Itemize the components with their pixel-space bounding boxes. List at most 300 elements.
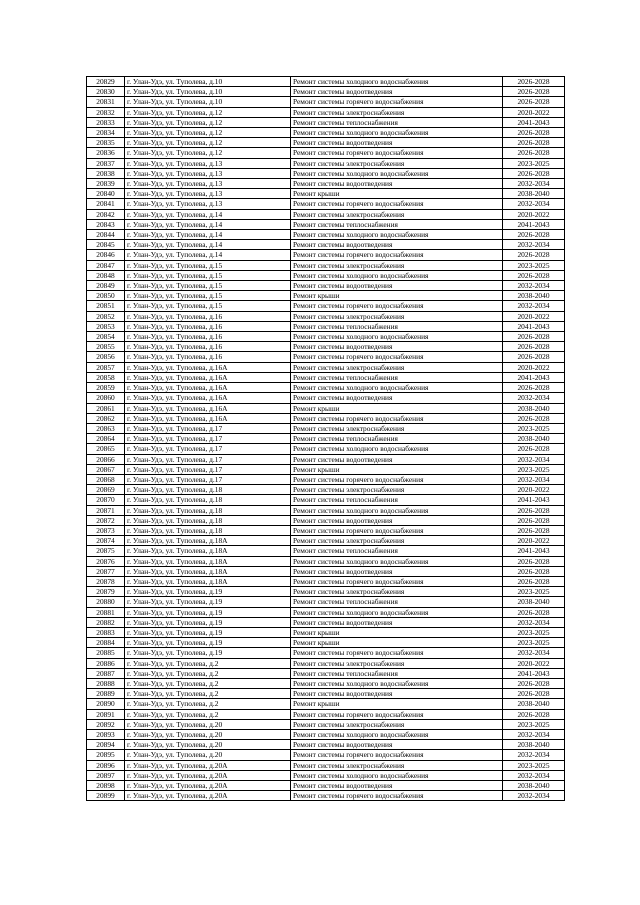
work-type-cell: Ремонт системы горячего водоснабжения xyxy=(291,148,503,158)
work-type-cell: Ремонт системы горячего водоснабжения xyxy=(291,250,503,260)
period-cell: 2026-2028 xyxy=(503,97,565,107)
address-cell: г. Улан-Удэ, ул. Туполева, д.16А xyxy=(125,383,291,393)
row-number-cell: 20853 xyxy=(87,321,125,331)
repair-schedule-table xyxy=(86,76,565,801)
period-cell: 2032-2034 xyxy=(503,730,565,740)
period-cell: 2026-2028 xyxy=(503,332,565,342)
row-number-cell: 20837 xyxy=(87,158,125,168)
work-type-cell: Ремонт системы горячего водоснабжения xyxy=(291,791,503,801)
table-row xyxy=(87,699,565,709)
row-number-cell: 20892 xyxy=(87,719,125,729)
table-row xyxy=(87,301,565,311)
address-cell: г. Улан-Удэ, ул. Туполева, д.18А xyxy=(125,566,291,576)
address-cell: г. Улан-Удэ, ул. Туполева, д.20 xyxy=(125,740,291,750)
table-row xyxy=(87,750,565,760)
table-row xyxy=(87,270,565,280)
work-type-cell: Ремонт системы холодного водоснабжения xyxy=(291,444,503,454)
period-cell: 2026-2028 xyxy=(503,576,565,586)
address-cell: г. Улан-Удэ, ул. Туполева, д.20 xyxy=(125,750,291,760)
row-number-cell: 20890 xyxy=(87,699,125,709)
address-cell: г. Улан-Удэ, ул. Туполева, д.14 xyxy=(125,219,291,229)
row-number-cell: 20865 xyxy=(87,444,125,454)
row-number-cell: 20862 xyxy=(87,413,125,423)
row-number-cell: 20888 xyxy=(87,678,125,688)
address-cell: г. Улан-Удэ, ул. Туполева, д.15 xyxy=(125,260,291,270)
address-cell: г. Улан-Удэ, ул. Туполева, д.16 xyxy=(125,311,291,321)
table-row xyxy=(87,332,565,342)
row-number-cell: 20843 xyxy=(87,219,125,229)
work-type-cell: Ремонт системы водоотведения xyxy=(291,566,503,576)
period-cell: 2038-2040 xyxy=(503,597,565,607)
period-cell: 2032-2034 xyxy=(503,240,565,250)
row-number-cell: 20877 xyxy=(87,566,125,576)
table-row xyxy=(87,760,565,770)
address-cell: г. Улан-Удэ, ул. Туполева, д.17 xyxy=(125,454,291,464)
period-cell: 2026-2028 xyxy=(503,128,565,138)
work-type-cell: Ремонт системы холодного водоснабжения xyxy=(291,678,503,688)
period-cell: 2026-2028 xyxy=(503,138,565,148)
address-cell: г. Улан-Удэ, ул. Туполева, д.18 xyxy=(125,485,291,495)
table-row xyxy=(87,250,565,260)
period-cell: 2032-2034 xyxy=(503,750,565,760)
period-cell: 2041-2043 xyxy=(503,546,565,556)
address-cell: г. Улан-Удэ, ул. Туполева, д.19 xyxy=(125,648,291,658)
work-type-cell: Ремонт системы водоотведения xyxy=(291,617,503,627)
address-cell: г. Улан-Удэ, ул. Туполева, д.19 xyxy=(125,607,291,617)
period-cell: 2020-2022 xyxy=(503,658,565,668)
table-row xyxy=(87,587,565,597)
row-number-cell: 20891 xyxy=(87,709,125,719)
table-row xyxy=(87,678,565,688)
table-row xyxy=(87,342,565,352)
work-type-cell: Ремонт системы водоотведения xyxy=(291,781,503,791)
row-number-cell: 20849 xyxy=(87,281,125,291)
table-row xyxy=(87,352,565,362)
period-cell: 2041-2043 xyxy=(503,117,565,127)
work-type-cell: Ремонт системы горячего водоснабжения xyxy=(291,352,503,362)
period-cell: 2032-2034 xyxy=(503,617,565,627)
work-type-cell: Ремонт системы горячего водоснабжения xyxy=(291,413,503,423)
row-number-cell: 20855 xyxy=(87,342,125,352)
table-body xyxy=(87,77,565,801)
address-cell: г. Улан-Удэ, ул. Туполева, д.13 xyxy=(125,179,291,189)
work-type-cell: Ремонт системы горячего водоснабжения xyxy=(291,648,503,658)
row-number-cell: 20836 xyxy=(87,148,125,158)
period-cell: 2038-2040 xyxy=(503,291,565,301)
work-type-cell: Ремонт системы электроснабжения xyxy=(291,719,503,729)
row-number-cell: 20831 xyxy=(87,97,125,107)
row-number-cell: 20841 xyxy=(87,199,125,209)
table-row xyxy=(87,209,565,219)
address-cell: г. Улан-Удэ, ул. Туполева, д.18А xyxy=(125,576,291,586)
address-cell: г. Улан-Удэ, ул. Туполева, д.15 xyxy=(125,281,291,291)
table-row xyxy=(87,627,565,637)
table-row xyxy=(87,321,565,331)
table-row xyxy=(87,260,565,270)
table-row xyxy=(87,474,565,484)
address-cell: г. Улан-Удэ, ул. Туполева, д.12 xyxy=(125,138,291,148)
row-number-cell: 20840 xyxy=(87,189,125,199)
row-number-cell: 20889 xyxy=(87,689,125,699)
address-cell: г. Улан-Удэ, ул. Туполева, д.18 xyxy=(125,495,291,505)
address-cell: г. Улан-Удэ, ул. Туполева, д.14 xyxy=(125,230,291,240)
period-cell: 2038-2040 xyxy=(503,434,565,444)
table-row xyxy=(87,393,565,403)
period-cell: 2026-2028 xyxy=(503,607,565,617)
period-cell: 2023-2025 xyxy=(503,423,565,433)
table-row xyxy=(87,597,565,607)
period-cell: 2038-2040 xyxy=(503,699,565,709)
row-number-cell: 20858 xyxy=(87,372,125,382)
work-type-cell: Ремонт системы холодного водоснабжения xyxy=(291,607,503,617)
row-number-cell: 20845 xyxy=(87,240,125,250)
table-row xyxy=(87,515,565,525)
work-type-cell: Ремонт системы горячего водоснабжения xyxy=(291,576,503,586)
work-type-cell: Ремонт системы электроснабжения xyxy=(291,107,503,117)
table-row xyxy=(87,219,565,229)
row-number-cell: 20867 xyxy=(87,464,125,474)
row-number-cell: 20856 xyxy=(87,352,125,362)
row-number-cell: 20869 xyxy=(87,485,125,495)
table-row xyxy=(87,454,565,464)
period-cell: 2020-2022 xyxy=(503,536,565,546)
row-number-cell: 20868 xyxy=(87,474,125,484)
address-cell: г. Улан-Удэ, ул. Туполева, д.17 xyxy=(125,464,291,474)
table-row xyxy=(87,168,565,178)
row-number-cell: 20857 xyxy=(87,362,125,372)
address-cell: г. Улан-Удэ, ул. Туполева, д.17 xyxy=(125,474,291,484)
row-number-cell: 20874 xyxy=(87,536,125,546)
table-row xyxy=(87,740,565,750)
work-type-cell: Ремонт системы холодного водоснабжения xyxy=(291,270,503,280)
table-row xyxy=(87,668,565,678)
period-cell: 2026-2028 xyxy=(503,709,565,719)
address-cell: г. Улан-Удэ, ул. Туполева, д.10 xyxy=(125,77,291,87)
period-cell: 2023-2025 xyxy=(503,158,565,168)
address-cell: г. Улан-Удэ, ул. Туполева, д.18 xyxy=(125,505,291,515)
row-number-cell: 20898 xyxy=(87,781,125,791)
row-number-cell: 20839 xyxy=(87,179,125,189)
address-cell: г. Улан-Удэ, ул. Туполева, д.16 xyxy=(125,332,291,342)
period-cell: 2023-2025 xyxy=(503,638,565,648)
period-cell: 2023-2025 xyxy=(503,760,565,770)
row-number-cell: 20886 xyxy=(87,658,125,668)
period-cell: 2020-2022 xyxy=(503,209,565,219)
row-number-cell: 20894 xyxy=(87,740,125,750)
period-cell: 2026-2028 xyxy=(503,556,565,566)
work-type-cell: Ремонт системы теплоснабжения xyxy=(291,668,503,678)
row-number-cell: 20835 xyxy=(87,138,125,148)
table-row xyxy=(87,617,565,627)
period-cell: 2026-2028 xyxy=(503,505,565,515)
address-cell: г. Улан-Удэ, ул. Туполева, д.13 xyxy=(125,168,291,178)
table-row xyxy=(87,709,565,719)
work-type-cell: Ремонт системы горячего водоснабжения xyxy=(291,199,503,209)
row-number-cell: 20870 xyxy=(87,495,125,505)
address-cell: г. Улан-Удэ, ул. Туполева, д.14 xyxy=(125,250,291,260)
table-row xyxy=(87,689,565,699)
row-number-cell: 20850 xyxy=(87,291,125,301)
work-type-cell: Ремонт крыши xyxy=(291,403,503,413)
address-cell: г. Улан-Удэ, ул. Туполева, д.13 xyxy=(125,189,291,199)
work-type-cell: Ремонт системы электроснабжения xyxy=(291,260,503,270)
row-number-cell: 20875 xyxy=(87,546,125,556)
period-cell: 2032-2034 xyxy=(503,648,565,658)
address-cell: г. Улан-Удэ, ул. Туполева, д.16 xyxy=(125,342,291,352)
work-type-cell: Ремонт системы холодного водоснабжения xyxy=(291,128,503,138)
row-number-cell: 20895 xyxy=(87,750,125,760)
table-row xyxy=(87,138,565,148)
work-type-cell: Ремонт системы водоотведения xyxy=(291,342,503,352)
address-cell: г. Улан-Удэ, ул. Туполева, д.15 xyxy=(125,270,291,280)
period-cell: 2026-2028 xyxy=(503,566,565,576)
table-row xyxy=(87,158,565,168)
period-cell: 2026-2028 xyxy=(503,342,565,352)
table-row xyxy=(87,464,565,474)
period-cell: 2032-2034 xyxy=(503,301,565,311)
table-row xyxy=(87,128,565,138)
period-cell: 2026-2028 xyxy=(503,87,565,97)
work-type-cell: Ремонт системы холодного водоснабжения xyxy=(291,168,503,178)
work-type-cell: Ремонт системы теплоснабжения xyxy=(291,597,503,607)
period-cell: 2023-2025 xyxy=(503,627,565,637)
row-number-cell: 20838 xyxy=(87,168,125,178)
row-number-cell: 20883 xyxy=(87,627,125,637)
table-row xyxy=(87,546,565,556)
address-cell: г. Улан-Удэ, ул. Туполева, д.12 xyxy=(125,128,291,138)
table-row xyxy=(87,781,565,791)
address-cell: г. Улан-Удэ, ул. Туполева, д.16А xyxy=(125,372,291,382)
table-row xyxy=(87,423,565,433)
work-type-cell: Ремонт системы электроснабжения xyxy=(291,760,503,770)
work-type-cell: Ремонт системы горячего водоснабжения xyxy=(291,525,503,535)
work-type-cell: Ремонт системы электроснабжения xyxy=(291,485,503,495)
work-type-cell: Ремонт системы теплоснабжения xyxy=(291,321,503,331)
table-row xyxy=(87,413,565,423)
row-number-cell: 20842 xyxy=(87,209,125,219)
period-cell: 2032-2034 xyxy=(503,281,565,291)
period-cell: 2032-2034 xyxy=(503,474,565,484)
work-type-cell: Ремонт системы холодного водоснабжения xyxy=(291,332,503,342)
work-type-cell: Ремонт системы теплоснабжения xyxy=(291,117,503,127)
table-row xyxy=(87,291,565,301)
address-cell: г. Улан-Удэ, ул. Туполева, д.13 xyxy=(125,158,291,168)
table-row xyxy=(87,576,565,586)
work-type-cell: Ремонт системы водоотведения xyxy=(291,454,503,464)
period-cell: 2038-2040 xyxy=(503,740,565,750)
period-cell: 2026-2028 xyxy=(503,148,565,158)
table-row xyxy=(87,230,565,240)
table-row xyxy=(87,770,565,780)
period-cell: 2041-2043 xyxy=(503,321,565,331)
period-cell: 2020-2022 xyxy=(503,485,565,495)
work-type-cell: Ремонт системы холодного водоснабжения xyxy=(291,730,503,740)
table-row xyxy=(87,372,565,382)
work-type-cell: Ремонт системы электроснабжения xyxy=(291,536,503,546)
address-cell: г. Улан-Удэ, ул. Туполева, д.18 xyxy=(125,525,291,535)
address-cell: г. Улан-Удэ, ул. Туполева, д.12 xyxy=(125,117,291,127)
address-cell: г. Улан-Удэ, ул. Туполева, д.18А xyxy=(125,536,291,546)
table-row xyxy=(87,362,565,372)
table-row xyxy=(87,189,565,199)
period-cell: 2038-2040 xyxy=(503,403,565,413)
work-type-cell: Ремонт системы холодного водоснабжения xyxy=(291,230,503,240)
period-cell: 2026-2028 xyxy=(503,413,565,423)
table-row xyxy=(87,525,565,535)
table-row xyxy=(87,107,565,117)
row-number-cell: 20832 xyxy=(87,107,125,117)
work-type-cell: Ремонт системы холодного водоснабжения xyxy=(291,770,503,780)
address-cell: г. Улан-Удэ, ул. Туполева, д.16А xyxy=(125,413,291,423)
row-number-cell: 20880 xyxy=(87,597,125,607)
work-type-cell: Ремонт крыши xyxy=(291,627,503,637)
table-row xyxy=(87,434,565,444)
work-type-cell: Ремонт системы электроснабжения xyxy=(291,311,503,321)
row-number-cell: 20866 xyxy=(87,454,125,464)
row-number-cell: 20846 xyxy=(87,250,125,260)
table-row xyxy=(87,77,565,87)
row-number-cell: 20851 xyxy=(87,301,125,311)
period-cell: 2023-2025 xyxy=(503,260,565,270)
address-cell: г. Улан-Удэ, ул. Туполева, д.10 xyxy=(125,87,291,97)
address-cell: г. Улан-Удэ, ул. Туполева, д.20 xyxy=(125,719,291,729)
period-cell: 2026-2028 xyxy=(503,250,565,260)
address-cell: г. Улан-Удэ, ул. Туполева, д.2 xyxy=(125,699,291,709)
address-cell: г. Улан-Удэ, ул. Туполева, д.17 xyxy=(125,444,291,454)
work-type-cell: Ремонт системы водоотведения xyxy=(291,515,503,525)
row-number-cell: 20881 xyxy=(87,607,125,617)
row-number-cell: 20873 xyxy=(87,525,125,535)
address-cell: г. Улан-Удэ, ул. Туполева, д.12 xyxy=(125,107,291,117)
work-type-cell: Ремонт системы теплоснабжения xyxy=(291,219,503,229)
address-cell: г. Улан-Удэ, ул. Туполева, д.14 xyxy=(125,240,291,250)
period-cell: 2026-2028 xyxy=(503,515,565,525)
period-cell: 2026-2028 xyxy=(503,383,565,393)
address-cell: г. Улан-Удэ, ул. Туполева, д.16 xyxy=(125,321,291,331)
work-type-cell: Ремонт системы горячего водоснабжения xyxy=(291,750,503,760)
work-type-cell: Ремонт системы теплоснабжения xyxy=(291,372,503,382)
work-type-cell: Ремонт системы водоотведения xyxy=(291,138,503,148)
work-type-cell: Ремонт системы горячего водоснабжения xyxy=(291,97,503,107)
work-type-cell: Ремонт крыши xyxy=(291,464,503,474)
address-cell: г. Улан-Удэ, ул. Туполева, д.12 xyxy=(125,148,291,158)
table-row xyxy=(87,658,565,668)
period-cell: 2032-2034 xyxy=(503,791,565,801)
row-number-cell: 20897 xyxy=(87,770,125,780)
row-number-cell: 20852 xyxy=(87,311,125,321)
address-cell: г. Улан-Удэ, ул. Туполева, д.20 xyxy=(125,730,291,740)
work-type-cell: Ремонт системы теплоснабжения xyxy=(291,434,503,444)
row-number-cell: 20829 xyxy=(87,77,125,87)
period-cell: 2026-2028 xyxy=(503,270,565,280)
period-cell: 2026-2028 xyxy=(503,525,565,535)
address-cell: г. Улан-Удэ, ул. Туполева, д.17 xyxy=(125,423,291,433)
row-number-cell: 20861 xyxy=(87,403,125,413)
table-row xyxy=(87,117,565,127)
address-cell: г. Улан-Удэ, ул. Туполева, д.19 xyxy=(125,638,291,648)
table-row xyxy=(87,199,565,209)
address-cell: г. Улан-Удэ, ул. Туполева, д.18 xyxy=(125,515,291,525)
address-cell: г. Улан-Удэ, ул. Туполева, д.2 xyxy=(125,658,291,668)
table-row xyxy=(87,240,565,250)
address-cell: г. Улан-Удэ, ул. Туполева, д.20А xyxy=(125,760,291,770)
period-cell: 2026-2028 xyxy=(503,678,565,688)
table-row xyxy=(87,383,565,393)
address-cell: г. Улан-Удэ, ул. Туполева, д.13 xyxy=(125,199,291,209)
address-cell: г. Улан-Удэ, ул. Туполева, д.19 xyxy=(125,587,291,597)
row-number-cell: 20884 xyxy=(87,638,125,648)
row-number-cell: 20893 xyxy=(87,730,125,740)
period-cell: 2026-2028 xyxy=(503,168,565,178)
period-cell: 2032-2034 xyxy=(503,454,565,464)
work-type-cell: Ремонт системы водоотведения xyxy=(291,179,503,189)
address-cell: г. Улан-Удэ, ул. Туполева, д.20А xyxy=(125,770,291,780)
row-number-cell: 20876 xyxy=(87,556,125,566)
address-cell: г. Улан-Удэ, ул. Туполева, д.15 xyxy=(125,291,291,301)
work-type-cell: Ремонт системы электроснабжения xyxy=(291,209,503,219)
table-row xyxy=(87,730,565,740)
work-type-cell: Ремонт системы электроснабжения xyxy=(291,587,503,597)
period-cell: 2020-2022 xyxy=(503,311,565,321)
address-cell: г. Улан-Удэ, ул. Туполева, д.10 xyxy=(125,97,291,107)
row-number-cell: 20899 xyxy=(87,791,125,801)
row-number-cell: 20848 xyxy=(87,270,125,280)
row-number-cell: 20834 xyxy=(87,128,125,138)
period-cell: 2026-2028 xyxy=(503,689,565,699)
row-number-cell: 20844 xyxy=(87,230,125,240)
address-cell: г. Улан-Удэ, ул. Туполева, д.2 xyxy=(125,668,291,678)
row-number-cell: 20859 xyxy=(87,383,125,393)
period-cell: 2032-2034 xyxy=(503,179,565,189)
row-number-cell: 20863 xyxy=(87,423,125,433)
period-cell: 2026-2028 xyxy=(503,352,565,362)
table-row xyxy=(87,536,565,546)
address-cell: г. Улан-Удэ, ул. Туполева, д.18А xyxy=(125,556,291,566)
table-row xyxy=(87,719,565,729)
period-cell: 2032-2034 xyxy=(503,393,565,403)
period-cell: 2026-2028 xyxy=(503,444,565,454)
work-type-cell: Ремонт системы водоотведения xyxy=(291,281,503,291)
address-cell: г. Улан-Удэ, ул. Туполева, д.15 xyxy=(125,301,291,311)
address-cell: г. Улан-Удэ, ул. Туполева, д.17 xyxy=(125,434,291,444)
period-cell: 2032-2034 xyxy=(503,770,565,780)
row-number-cell: 20833 xyxy=(87,117,125,127)
work-type-cell: Ремонт системы горячего водоснабжения xyxy=(291,709,503,719)
table-row xyxy=(87,87,565,97)
row-number-cell: 20878 xyxy=(87,576,125,586)
period-cell: 2041-2043 xyxy=(503,495,565,505)
address-cell: г. Улан-Удэ, ул. Туполева, д.2 xyxy=(125,678,291,688)
period-cell: 2038-2040 xyxy=(503,189,565,199)
work-type-cell: Ремонт крыши xyxy=(291,291,503,301)
table-row xyxy=(87,403,565,413)
work-type-cell: Ремонт крыши xyxy=(291,699,503,709)
table-row xyxy=(87,791,565,801)
table-row xyxy=(87,179,565,189)
period-cell: 2026-2028 xyxy=(503,230,565,240)
work-type-cell: Ремонт системы теплоснабжения xyxy=(291,546,503,556)
table-row xyxy=(87,485,565,495)
row-number-cell: 20896 xyxy=(87,760,125,770)
address-cell: г. Улан-Удэ, ул. Туполева, д.20А xyxy=(125,781,291,791)
period-cell: 2020-2022 xyxy=(503,107,565,117)
period-cell: 2041-2043 xyxy=(503,372,565,382)
table-row xyxy=(87,648,565,658)
period-cell: 2023-2025 xyxy=(503,719,565,729)
work-type-cell: Ремонт крыши xyxy=(291,638,503,648)
work-type-cell: Ремонт системы водоотведения xyxy=(291,240,503,250)
row-number-cell: 20887 xyxy=(87,668,125,678)
